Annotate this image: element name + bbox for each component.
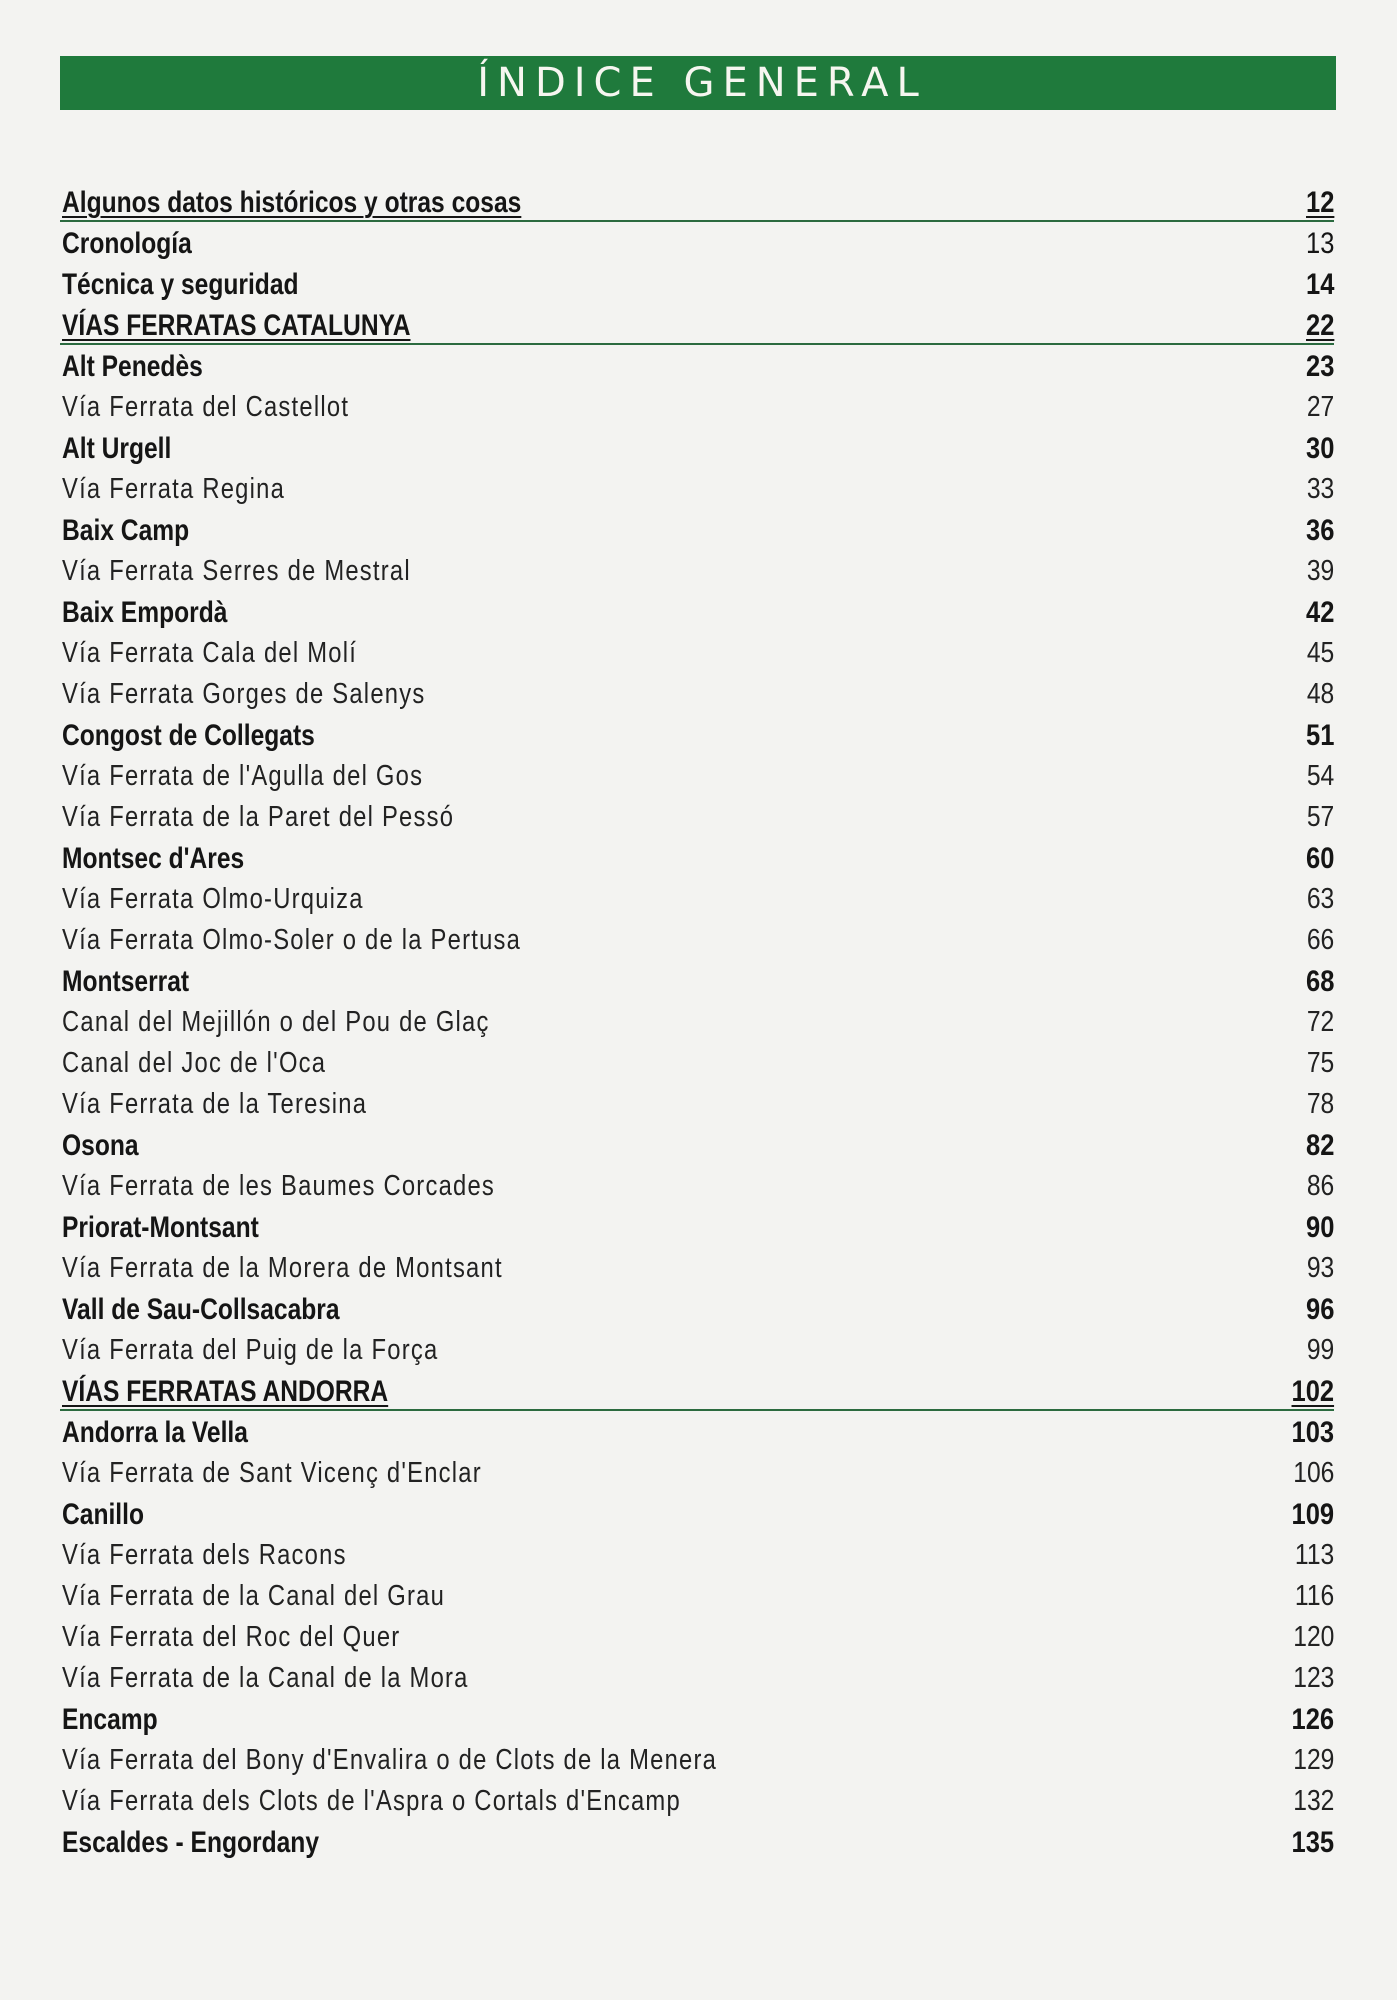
toc-entry-route <box>62 1248 1334 1289</box>
toc-entry-page-number: 135 <box>1291 1825 1334 1859</box>
toc-entry-page-number: 86 <box>1306 1170 1334 1202</box>
toc-entry-page-number: 96 <box>1305 1292 1334 1326</box>
toc-entry-page-number: 116 <box>1294 1580 1334 1612</box>
toc-entry-route <box>62 1084 1334 1125</box>
toc-entry-route <box>62 551 1334 592</box>
toc-entry-section <box>62 715 1334 756</box>
toc-entry-route <box>62 674 1334 715</box>
toc-entry-page-number: 30 <box>1305 431 1334 465</box>
toc-entry-page-number: 132 <box>1292 1785 1334 1817</box>
toc-entry-page-number: 12 <box>1305 185 1334 219</box>
toc-entry-label: Encamp <box>62 1702 158 1736</box>
toc-entry-route <box>62 756 1334 797</box>
header-banner <box>60 56 1336 110</box>
toc-entry-section <box>62 428 1334 469</box>
toc-entry-page-number: 103 <box>1291 1415 1334 1449</box>
toc-entry-label: Vía Ferrata del Castellot <box>62 391 350 423</box>
toc-entry-page-number: 78 <box>1306 1088 1334 1120</box>
toc-entry-page-number: 42 <box>1305 595 1334 629</box>
toc-entry-page-number: 99 <box>1306 1334 1334 1366</box>
toc-entry-label: Osona <box>62 1128 139 1162</box>
toc-entry-route <box>62 1781 1334 1822</box>
toc-entry-page-number: 36 <box>1305 513 1334 547</box>
toc-entry-section <box>62 223 1334 264</box>
toc-entry-section <box>62 592 1334 633</box>
toc-entry-label: Vía Ferrata de la Canal del Grau <box>62 1580 446 1612</box>
toc-entry-route <box>62 1166 1334 1207</box>
toc-entry-route <box>62 1658 1334 1699</box>
toc-entry-label: Congost de Collegats <box>62 718 315 752</box>
toc-entry-label: Vía Ferrata dels Clots de l'Aspra o Cortals d'Encamp <box>62 1785 681 1817</box>
toc-entry-page-number: 106 <box>1292 1457 1334 1489</box>
toc-entry-label: Vía Ferrata de la Morera de Montsant <box>62 1252 503 1284</box>
toc-entry-label: VÍAS FERRATAS ANDORRA <box>62 1374 389 1408</box>
toc-entry-page-number: 51 <box>1305 718 1334 752</box>
toc-entry-page-number: 120 <box>1292 1621 1334 1653</box>
toc-entry-page-number: 54 <box>1306 760 1334 792</box>
toc-entry-page-number: 126 <box>1291 1702 1334 1736</box>
toc-entry-route <box>62 1740 1334 1781</box>
toc-entry-page-number: 60 <box>1305 841 1334 875</box>
toc-entry-section <box>62 838 1334 879</box>
toc-entry-label: Vía Ferrata de Sant Vicenç d'Enclar <box>62 1457 482 1489</box>
toc-entry-route <box>62 1617 1334 1658</box>
toc-entry-label: Vall de Sau-Collsacabra <box>62 1292 340 1326</box>
toc-entry-route <box>62 387 1334 428</box>
toc-entry-section <box>62 346 1334 387</box>
toc-entry-section <box>62 1289 1334 1330</box>
toc-entry-page-number: 27 <box>1306 391 1334 423</box>
toc-entry-section <box>62 1207 1334 1248</box>
toc-entry-route <box>62 879 1334 920</box>
toc-entry-route <box>62 1535 1334 1576</box>
toc-entry-label: Vía Ferrata Cala del Molí <box>62 637 358 669</box>
toc-entry-label: Montsec d'Ares <box>62 841 245 875</box>
toc-entry-route <box>62 920 1334 961</box>
toc-entry-label: Alt Penedès <box>62 349 203 383</box>
toc-entry-page-number: 57 <box>1306 801 1334 833</box>
toc-entry-label: Vía Ferrata del Bony d'Envalira o de Clots de la Menera <box>62 1744 718 1776</box>
toc-entry-label: Baix Empordà <box>62 595 228 629</box>
toc-entry-label: Baix Camp <box>62 513 190 547</box>
toc-entry-route <box>62 1043 1334 1084</box>
toc-entry-page-number: 45 <box>1306 637 1334 669</box>
toc-entry-section <box>62 1494 1334 1535</box>
toc-entry-label: Vía Ferrata dels Racons <box>62 1539 347 1571</box>
toc-entry-label: Vía Ferrata del Puig de la Força <box>62 1334 439 1366</box>
toc-entry-page-number: 113 <box>1294 1539 1334 1571</box>
toc-entry-part <box>62 305 1334 346</box>
toc-entry-label: VÍAS FERRATAS CATALUNYA <box>62 308 411 342</box>
toc-entry-page-number: 13 <box>1305 226 1334 260</box>
toc-entry-label: Vía Ferrata de la Teresina <box>62 1088 368 1120</box>
toc-entry-page-number: 102 <box>1291 1374 1334 1408</box>
toc-entry-label: Vía Ferrata Regina <box>62 473 286 505</box>
toc-entry-label: Priorat-Montsant <box>62 1210 259 1244</box>
toc-entry-section <box>62 1699 1334 1740</box>
toc-entry-label: Montserrat <box>62 964 190 998</box>
toc-entry-page-number: 23 <box>1305 349 1334 383</box>
toc-entry-page-number: 72 <box>1306 1006 1334 1038</box>
toc-entry-page-number: 109 <box>1291 1497 1334 1531</box>
toc-entry-route <box>62 1330 1334 1371</box>
toc-entry-page-number: 129 <box>1292 1744 1334 1776</box>
toc-entry-page-number: 123 <box>1292 1662 1334 1694</box>
toc-entry-route <box>62 633 1334 674</box>
toc-entry-page-number: 75 <box>1306 1047 1334 1079</box>
toc-entry-section <box>62 1412 1334 1453</box>
toc-entry-route <box>62 1453 1334 1494</box>
toc-entry-section <box>62 961 1334 1002</box>
toc-entry-label: Vía Ferrata Gorges de Salenys <box>62 678 426 710</box>
table-of-contents <box>62 182 1334 1863</box>
toc-entry-page-number: 93 <box>1306 1252 1334 1284</box>
toc-entry-page-number: 22 <box>1305 308 1334 342</box>
toc-entry-label: Escaldes - Engordany <box>62 1825 320 1859</box>
toc-entry-page-number: 68 <box>1305 964 1334 998</box>
toc-entry-page-number: 33 <box>1306 473 1334 505</box>
toc-entry-label: Andorra la Vella <box>62 1415 248 1449</box>
toc-entry-section <box>62 1822 1334 1863</box>
toc-entry-label: Técnica y seguridad <box>62 267 299 301</box>
toc-entry-label: Vía Ferrata de la Canal de la Mora <box>62 1662 469 1694</box>
toc-entry-part <box>62 182 1334 223</box>
toc-entry-label: Vía Ferrata del Roc del Quer <box>62 1621 401 1653</box>
toc-entry-page-number: 14 <box>1305 267 1334 301</box>
toc-entry-page-number: 63 <box>1306 883 1334 915</box>
toc-entry-label: Algunos datos históricos y otras cosas <box>62 185 522 219</box>
toc-entry-label: Vía Ferrata de la Paret del Pessó <box>62 801 455 833</box>
toc-entry-section <box>62 1125 1334 1166</box>
toc-entry-page-number: 90 <box>1305 1210 1334 1244</box>
toc-entry-route <box>62 469 1334 510</box>
toc-entry-page-number: 48 <box>1306 678 1334 710</box>
toc-entry-route <box>62 1576 1334 1617</box>
toc-entry-label: Vía Ferrata Serres de Mestral <box>62 555 411 587</box>
toc-entry-label: Alt Urgell <box>62 431 172 465</box>
toc-entry-label: Vía Ferrata de les Baumes Corcades <box>62 1170 496 1202</box>
toc-entry-label: Canal del Joc de l'Oca <box>62 1047 327 1079</box>
toc-entry-label: Canal del Mejillón o del Pou de Glaç <box>62 1006 490 1038</box>
toc-entry-part <box>62 1371 1334 1412</box>
toc-entry-label: Vía Ferrata Olmo-Urquiza <box>62 883 364 915</box>
toc-entry-page-number: 82 <box>1305 1128 1334 1162</box>
toc-entry-route <box>62 797 1334 838</box>
toc-entry-page-number: 66 <box>1306 924 1334 956</box>
page-title: ÍNDICE GENERAL <box>477 60 927 106</box>
toc-entry-route <box>62 1002 1334 1043</box>
toc-entry-label: Cronología <box>62 226 192 260</box>
toc-entry-section <box>62 264 1334 305</box>
toc-entry-page-number: 39 <box>1306 555 1334 587</box>
toc-entry-section <box>62 510 1334 551</box>
toc-entry-label: Canillo <box>62 1497 145 1531</box>
toc-entry-label: Vía Ferrata de l'Agulla del Gos <box>62 760 424 792</box>
toc-entry-label: Vía Ferrata Olmo-Soler o de la Pertusa <box>62 924 522 956</box>
